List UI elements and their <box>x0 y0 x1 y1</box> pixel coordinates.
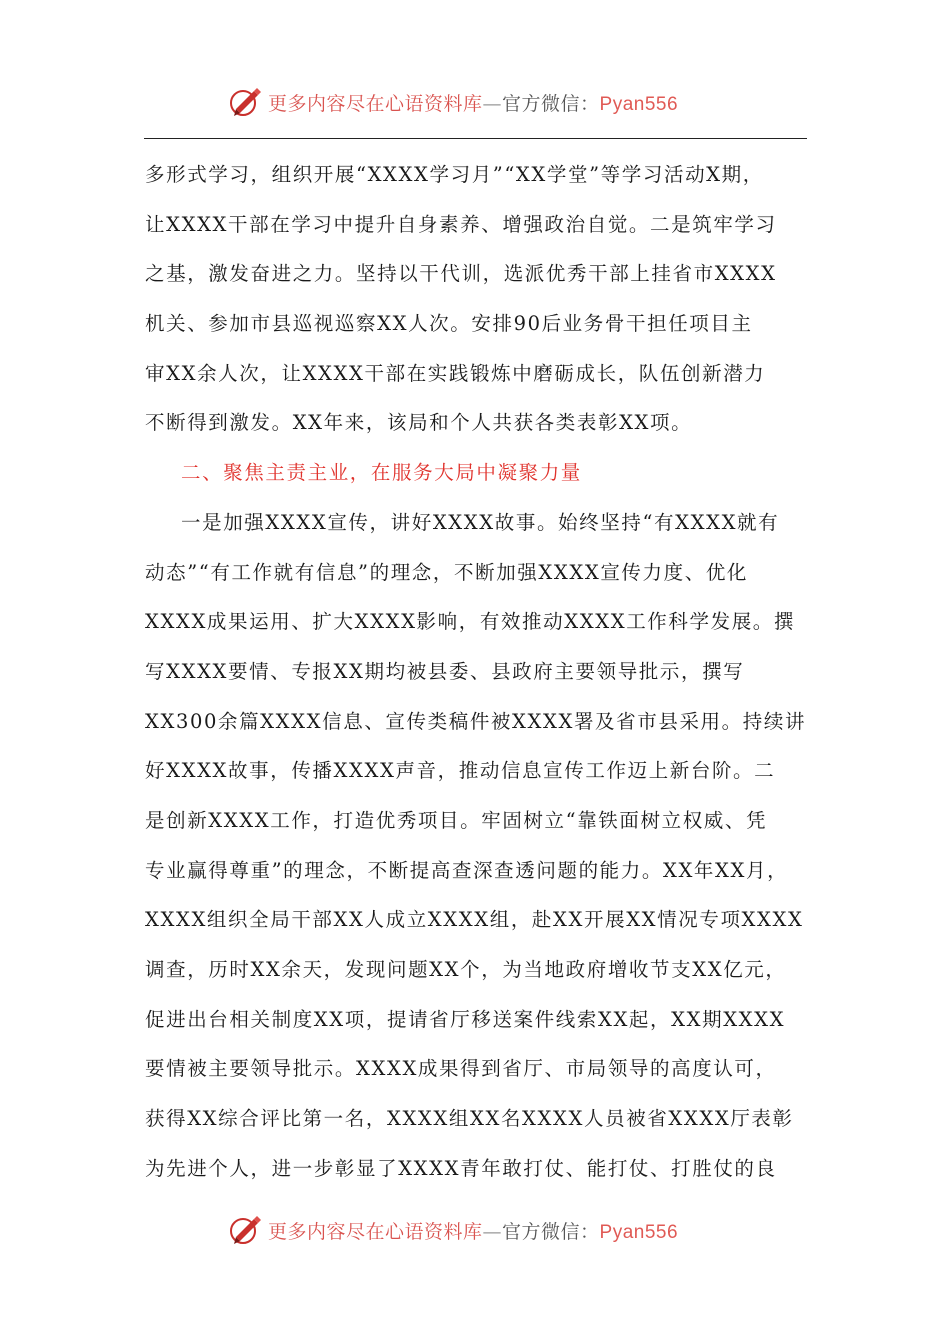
banner-separator: — <box>482 92 503 115</box>
body-line: 之基，激发奋进之力。坚持以干代训，选派优秀干部上挂省市XXXX <box>145 262 777 286</box>
body-line: XXXX成果运用、扩大XXXX影响，有效推动XXXX工作科学发展。撰 <box>145 610 795 634</box>
body-line: 多形式学习，组织开展“XXXX学习月”“XX学堂”等学习活动X期， <box>145 163 764 186</box>
body-line: 获得XX综合评比第一名，XXXX组XX名XXXX人员被省XXXX厅表彰 <box>145 1107 794 1131</box>
footer-banner <box>228 1210 678 1250</box>
body-line: 专业赢得尊重”的理念，不断提高查深查透问题的能力。XX年XX月， <box>145 858 789 882</box>
banner-main-text: 更多内容尽在心语资料库 <box>268 92 483 115</box>
body-line: 动态”“有工作就有信息”的理念，不断加强XXXX宣传力度、优化 <box>145 560 749 584</box>
body-line: 为先进个人，进一步彰显了XXXX青年敢打仗、能打仗、打胜仗的良 <box>145 1156 777 1180</box>
body-line: 促进出台相关制度XX项，提请省厅移送案件线索XX起，XX期XXXX <box>145 1007 786 1031</box>
banner-text <box>268 1217 678 1244</box>
banner-text <box>268 89 678 116</box>
body-line: XXXX组织全局干部XX人成立XXXX组，赴XX开展XX情况专项XXXX <box>145 908 804 932</box>
body-line: 审XX余人次，让XXXX干部在实践锻炼中磨砺成长，队伍创新潜力 <box>145 361 766 385</box>
body-line: 一是加强XXXX宣传，讲好XXXX故事。始终坚持“有XXXX就有 <box>181 510 780 534</box>
header-divider <box>144 138 807 139</box>
banner-separator: — <box>482 1220 503 1243</box>
banner-wechat-id: Pyan556 <box>599 93 679 115</box>
header-banner <box>228 82 678 122</box>
body-line: 调查，历时XX余天，发现问题XX个，为当地政府增收节支XX亿元， <box>145 958 787 981</box>
body-line: 不断得到激发。XX年来，该局和个人共获各类表彰XX项。 <box>145 411 693 435</box>
section-heading: 二、聚焦主责主业，在服务大局中凝聚力量 <box>181 461 582 485</box>
document-body <box>145 150 815 1193</box>
banner-wechat-label: 官方微信： <box>502 92 600 115</box>
body-line: 机关、参加市县巡视巡察XX人次。安排90后业务骨干担任项目主 <box>145 312 753 336</box>
body-line: 是创新XXXX工作，打造优秀项目。牢固树立“靠铁面树立权威、凭 <box>145 808 768 832</box>
banner-wechat-label: 官方微信： <box>502 1220 600 1243</box>
body-line: 好XXXX故事，传播XXXX声音，推动信息宣传工作迈上新台阶。二 <box>145 759 776 783</box>
banner-main-text: 更多内容尽在心语资料库 <box>268 1220 483 1243</box>
body-line: 让XXXX干部在学习中提升自身素养、增强政治自觉。二是筑牢学习 <box>145 212 777 236</box>
body-line: XX300余篇XXXX信息、宣传类稿件被XXXX署及省市县采用。持续讲 <box>145 709 807 733</box>
pen-logo-icon <box>228 85 262 119</box>
banner-wechat-id: Pyan556 <box>599 1221 679 1243</box>
pen-logo-icon <box>228 1213 262 1247</box>
body-line: 要情被主要领导批示。XXXX成果得到省厅、市局领导的高度认可， <box>145 1057 777 1081</box>
body-line: 写XXXX要情、专报XX期均被县委、县政府主要领导批示，撰写 <box>145 659 745 683</box>
